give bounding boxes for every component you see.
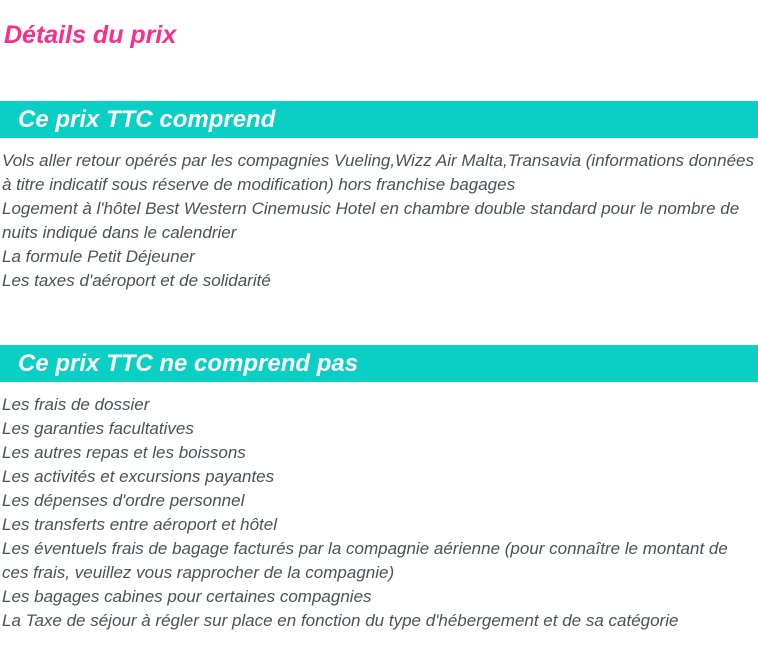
price-list-item: Les bagages cabines pour certaines compagnies	[2, 587, 372, 606]
section-price-includes	[0, 101, 758, 293]
price-details-page	[0, 21, 758, 659]
price-list-item: La formule Petit Déjeuner	[2, 247, 195, 266]
price-list-item: Les transferts entre aéroport et hôtel	[2, 515, 277, 534]
price-excludes-list	[0, 393, 758, 633]
price-list-item: La Taxe de séjour à régler sur place en fonction du type d'hébergement et de sa catégorie	[2, 611, 679, 630]
price-list-item: Les frais de dossier	[2, 395, 150, 414]
price-list-item: Les taxes d'aéroport et de solidarité	[2, 271, 271, 290]
section-price-excludes	[0, 345, 758, 633]
price-list-item: Les dépenses d'ordre personnel	[2, 491, 245, 510]
price-includes-list	[0, 149, 758, 293]
page-title: Détails du prix	[4, 21, 177, 49]
price-list-item: Les activités et excursions payantes	[2, 467, 275, 486]
price-list-item: Les éventuels frais de bagage facturés par la compagnie aérienne (pour connaître le montant de ces frais, veuillez vous rapprocher de la compagnie)	[2, 539, 728, 582]
section-heading-excludes: Ce prix TTC ne comprend pas	[0, 345, 758, 382]
price-list-item: Les autres repas et les boissons	[2, 443, 246, 462]
price-list-item: Vols aller retour opérés par les compagnies Vueling,Wizz Air Malta,Transavia (informations données à titre indicatif sous réserve de modification) hors franchise bagages	[2, 151, 754, 194]
section-heading-includes: Ce prix TTC comprend	[0, 101, 758, 138]
price-list-item: Logement à l'hôtel Best Western Cinemusic Hotel en chambre double standard pour le nombre de nuits indiqué dans le calendrier	[2, 199, 740, 242]
price-list-item: Les garanties facultatives	[2, 419, 194, 438]
